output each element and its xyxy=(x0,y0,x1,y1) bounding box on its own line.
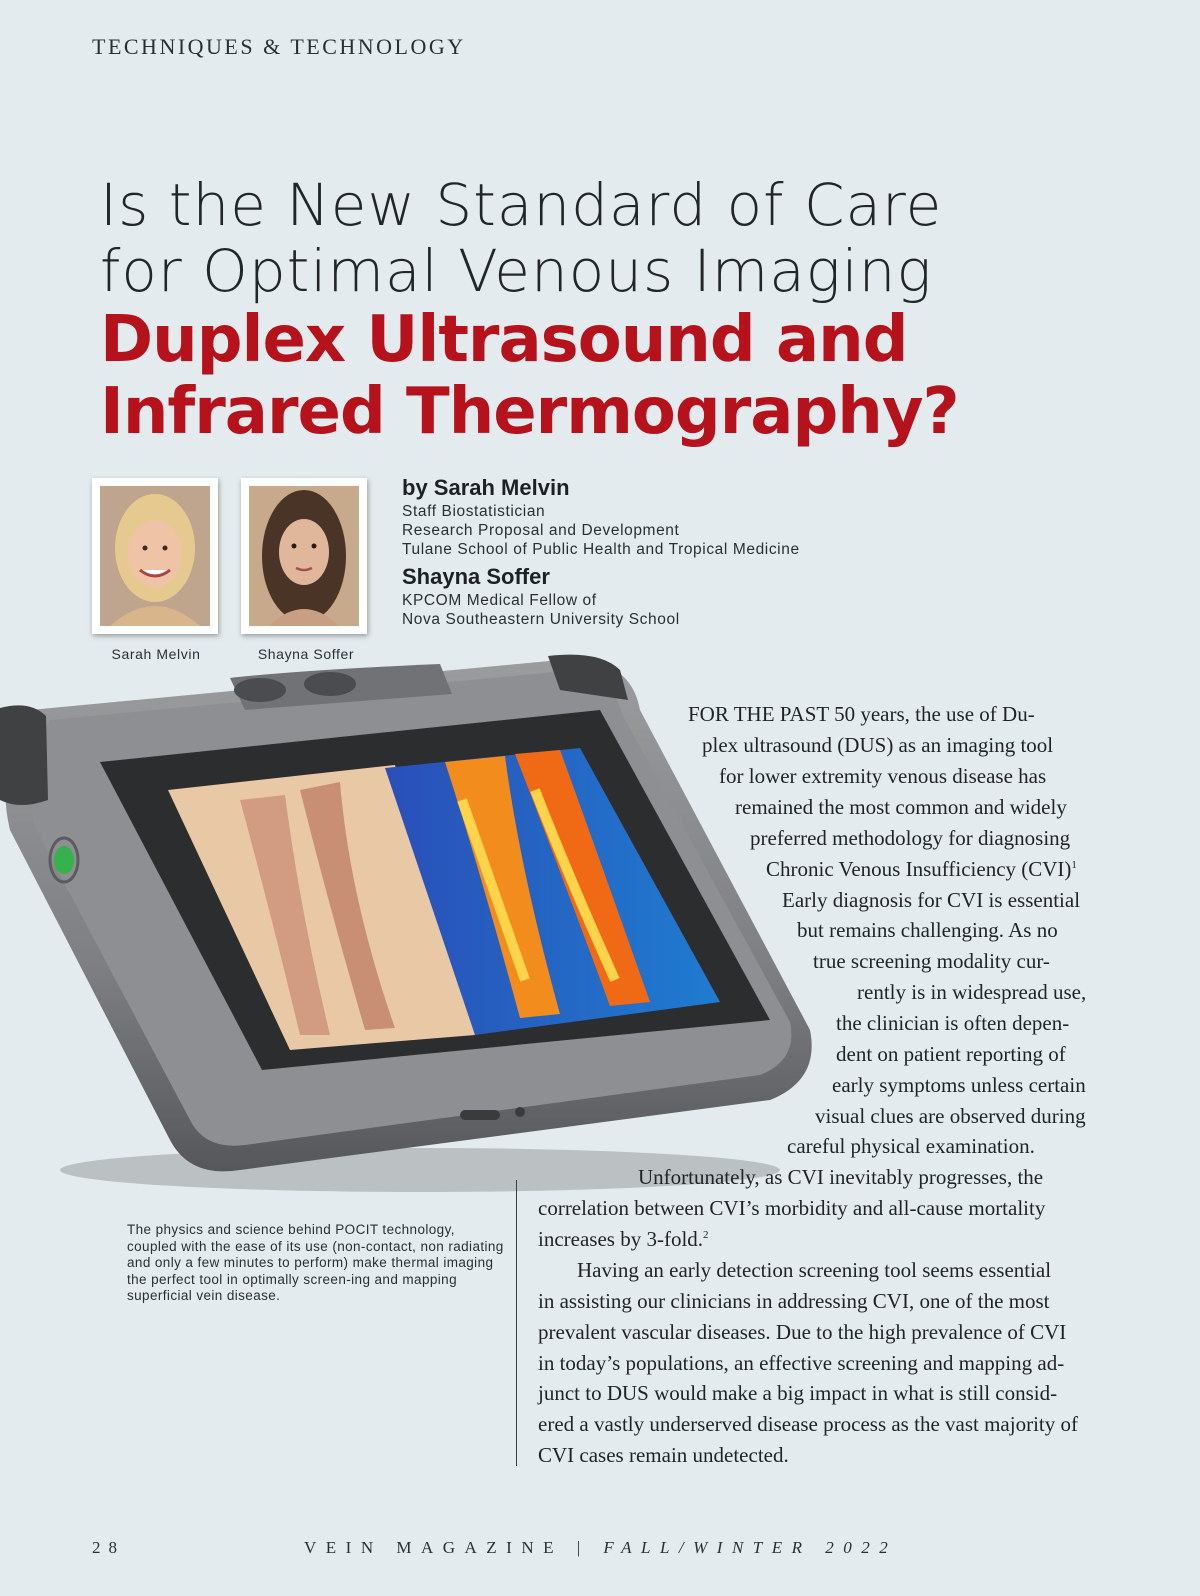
body-line: visual clues are observed during xyxy=(815,1104,1086,1128)
body-line: CVI cases remain undetected. xyxy=(538,1443,789,1467)
body-line: true screening modality cur- xyxy=(813,949,1050,973)
photo-caption: Shayna Soffer xyxy=(257,646,355,662)
headline-question-line: Is the New Standard of Care xyxy=(100,171,943,239)
body-line: for lower extremity venous disease has xyxy=(719,764,1047,788)
body-line: preferred methodology for diagnosing xyxy=(750,826,1071,850)
body-line: Chronic Venous Insufficiency (CVI)$^1$ xyxy=(766,857,1077,881)
body-line: increases by 3-fold.$^2$ xyxy=(538,1227,709,1251)
body-line: ered a vastly underserved disease process as the vast majority of xyxy=(538,1412,1078,1436)
magazine-name: VEIN MAGAZINE xyxy=(304,1538,564,1557)
headline-answer-line: Infrared Thermography? xyxy=(100,375,959,449)
headline-question-line: for Optimal Venous Imaging xyxy=(100,237,933,305)
reference-marker: 1 xyxy=(1071,859,1077,871)
author-name: Shayna Soffer xyxy=(402,564,550,589)
body-line: the clinician is often depen- xyxy=(836,1011,1070,1035)
figure-caption: The physics and science behind POCIT technology, coupled with the ease of its use (non-contact, non radiating and only a few minutes to perform) make thermal imaging the perfect tool in optimally screen-ing and mapping superficial vein disease. xyxy=(127,1222,504,1303)
body-line: remained the most common and widely xyxy=(735,795,1067,819)
author-affiliation: KPCOM Medical Fellow of xyxy=(402,592,597,609)
body-line: in today’s populations, an effective screening and mapping ad- xyxy=(538,1351,1065,1375)
body-line: Having an early detection screening tool seems essential xyxy=(577,1258,1052,1282)
author-affiliation: Staff Biostatistician xyxy=(402,503,546,520)
author-affiliation: Research Proposal and Development xyxy=(402,522,680,539)
author-photo-sarah-melvin xyxy=(92,478,218,634)
body-line: junct to DUS would make a big impact in what is still consid- xyxy=(538,1381,1058,1405)
body-line: careful physical examination. xyxy=(787,1134,1035,1158)
body-line: in assisting our clinicians in addressing CVI, one of the most xyxy=(538,1289,1050,1313)
body-line: but remains challenging. As no xyxy=(797,918,1058,942)
author-name: by Sarah Melvin xyxy=(402,475,570,500)
body-line: correlation between CVI’s morbidity and all-cause mortality xyxy=(538,1196,1046,1220)
body-line: prevalent vascular diseases. Due to the high prevalence of CVI xyxy=(538,1320,1067,1344)
footer-separator: | xyxy=(576,1538,590,1557)
reference-marker: 2 xyxy=(703,1229,709,1241)
byline xyxy=(402,474,800,629)
section-label: TECHNIQUES & TECHNOLOGY xyxy=(92,34,466,59)
photo-caption: Sarah Melvin xyxy=(111,646,201,662)
issue-label: FALL/WINTER 2022 xyxy=(603,1538,898,1557)
column-divider xyxy=(516,1180,517,1466)
body-line: early symptoms unless certain xyxy=(832,1073,1086,1097)
body-line: Early diagnosis for CVI is essential xyxy=(782,888,1081,912)
body-line: plex ultrasound (DUS) as an imaging tool xyxy=(702,733,1054,757)
author-photo-shayna-soffer xyxy=(241,478,367,634)
author-affiliation: Nova Southeastern University School xyxy=(402,611,680,628)
body-line: FOR THE PAST 50 years, the use of Du- xyxy=(688,702,1035,726)
body-line: dent on patient reporting of xyxy=(836,1042,1066,1066)
headline-answer-line: Duplex Ultrasound and xyxy=(100,303,908,377)
page-number: 28 xyxy=(92,1538,125,1557)
body-line: rently is in widespread use, xyxy=(857,980,1087,1004)
body-line: Unfortunately, as CVI inevitably progresses, the xyxy=(638,1165,1044,1189)
headline xyxy=(100,172,1160,448)
footer-magazine xyxy=(304,1538,897,1558)
author-affiliation: Tulane School of Public Health and Tropical Medicine xyxy=(402,541,800,558)
thermal-imaging-device-image xyxy=(0,650,820,1205)
